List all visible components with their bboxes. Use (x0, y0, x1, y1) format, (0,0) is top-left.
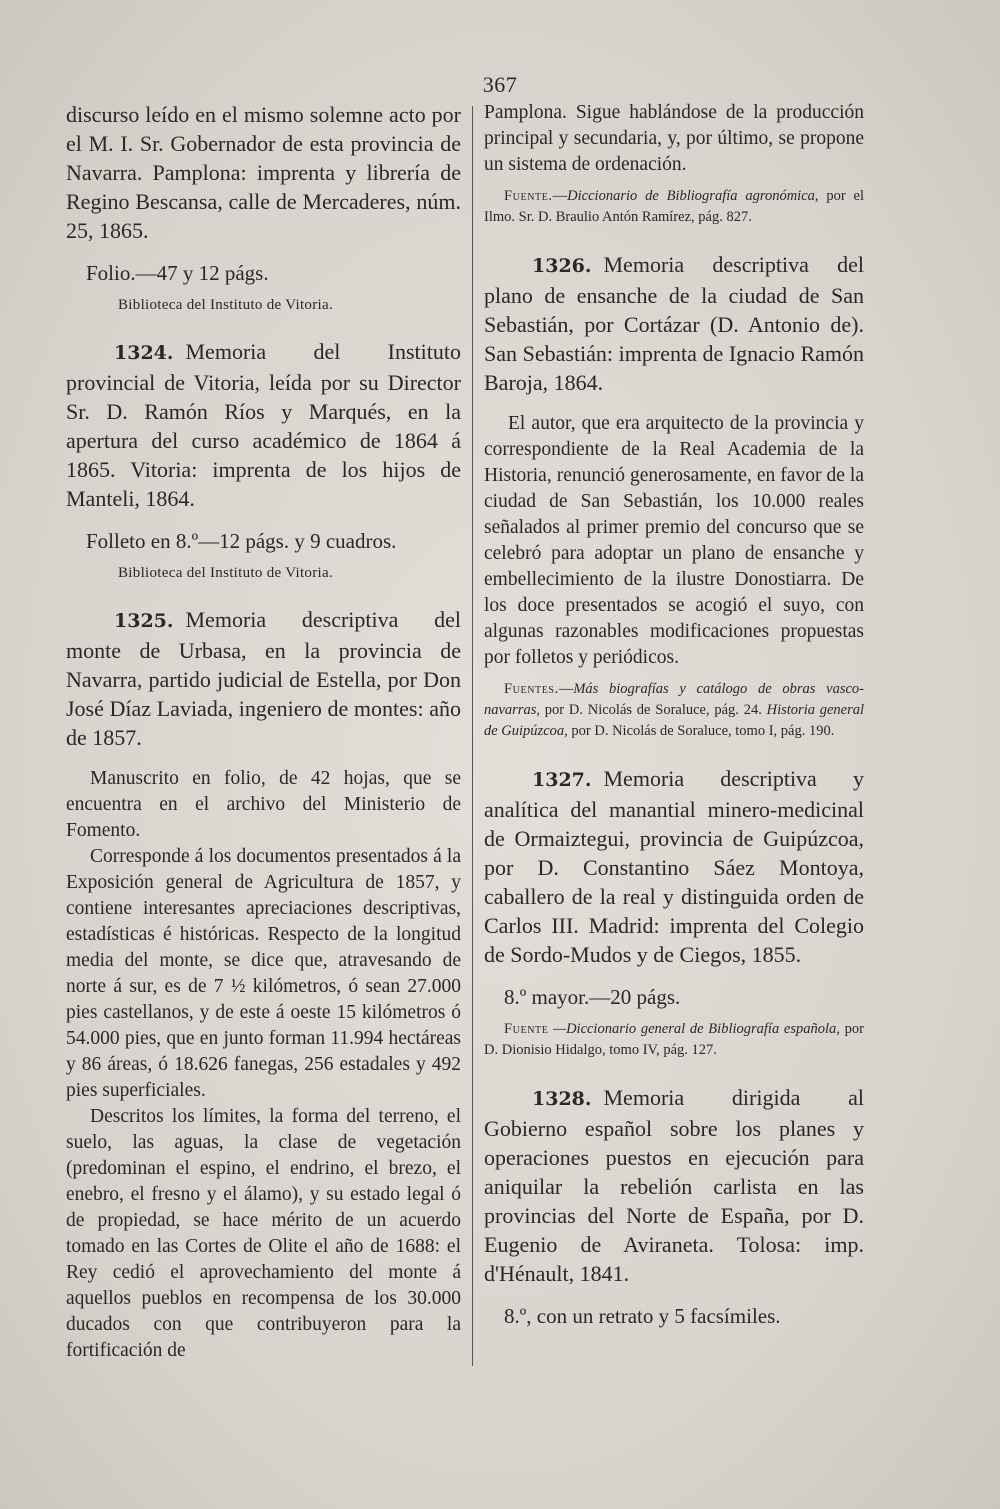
entry-1325-note-3: Descritos los límites, la forma del terreno, el suelo, las aguas, la clase de vegetación (predominan el espino, el endrino, el brezo, el enebro, el fresno y el álamo), y su estado legal ó de propiedad, se hace mérito de un acuerdo tomado en las Cortes de Olite el año de 1688: el Rey cedió el aprovechamiento del monte á aquellos pueblos en recompensa de los 30.000 ducados con que contribuyeron para la fortificación de (66, 1106, 461, 1361)
entry-1325 (66, 605, 461, 1364)
carry-over-text: discurso leído en el mismo solemne acto por el M. I. Sr. Gobernador de esta provincia de Navarra. Pamplona: imprenta y librería de Regino Bescansa, calle de Mercaderes, núm. 25, 1865. (66, 102, 461, 243)
source-title: Historia general de Guipúzcoa, (484, 702, 865, 739)
left-column (66, 100, 461, 1364)
entry-1327 (484, 764, 864, 1061)
source-label: Fuentes. (504, 681, 559, 697)
entry-1325-title (66, 605, 461, 752)
right-column (484, 100, 864, 1330)
entry-1327-text: Memoria descriptiva y analítica del manantial minero-medicinal de Ormaiztegui, provincia de Guipúzcoa, por D. Constantino Sáez Montoya, caballero de la real y distinguida orden de Carlos III. Madrid: imprenta del Colegio de Sordo-Mudos y de Ciegos, 1855. (484, 766, 864, 967)
entry-1326 (484, 250, 864, 742)
source-rest: por D. Dionisio Hidalgo, tomo IV, pág. 127. (484, 1021, 864, 1058)
entry-1325-text: Memoria descriptiva del monte de Urbasa, en la provincia de Navarra, partido judicial de Estella, por Don José Díaz Laviada, ingeniero de montes: año de 1857. (66, 607, 461, 750)
entry-1324-text: Memoria del Instituto provincial de Vitoria, leída por su Director Sr. D. Ramón Ríos y Marqués, en la apertura del curso académico de 1864 á 1865. Vitoria: imprenta de los hijos de Manteli, 1864. (66, 339, 461, 511)
carry-over-format: Folio.—47 y 12 págs. (86, 261, 269, 285)
source-rest: por D. Nicolás de Soraluce, pág. 24. (544, 702, 762, 718)
entry-1324-number: 1324. (114, 342, 174, 364)
page-number: 367 (482, 72, 518, 97)
source-label: Fuente. (504, 188, 553, 204)
source-rest: por D. Nicolás de Soraluce, tomo I, pág. 190. (571, 723, 835, 739)
source-title: —Diccionario general de Bibliografía española, (553, 1021, 840, 1037)
entry-1328-title (484, 1083, 864, 1288)
entry-1328-format: 8.º, con un retrato y 5 facsímiles. (504, 1304, 781, 1328)
entry-1324-format: Folleto en 8.º—12 págs. y 9 cuadros. (86, 529, 397, 553)
entry-1325-note-1: Manuscrito en folio, de 42 hojas, que se encuentra en el archivo del Ministerio de Fomento. (66, 768, 461, 841)
entry-1327-source (484, 1019, 864, 1061)
entry-1327-title (484, 764, 864, 969)
source-title: Diccionario de Bibliografía agronómica, (567, 188, 819, 204)
entry-1324-library: Biblioteca del Instituto de Vitoria. (118, 565, 333, 581)
entry-1328-number: 1328. (532, 1088, 592, 1110)
entry-1325-note-2: Corresponde á los documentos presentados á la Exposición general de Agricultura de 1857, y contiene interesantes apreciaciones descriptivas, estadísticas é históricas. Respecto de la longitud media del monte, se dice que, atravesando de norte á sur, es de 7 ½ kilómetros, ó sean 27.000 pies castellanos, y de este á oeste 15 kilómetros ó 54.000 pies, que en junto forman 11.994 hectáreas y 86 áreas, ó 18.626 fanegas, 256 estadales y 492 pies superficiales. (66, 846, 461, 1101)
carry-over-text-right: Pamplona. Sigue hablándose de la producción principal y secundaria, y, por último, se propone un sistema de ordenación. (484, 102, 864, 175)
entry-1326-number: 1326. (532, 255, 592, 277)
entry-1325-number: 1325. (114, 610, 174, 632)
source-label: Fuente (504, 1021, 549, 1037)
entry-1328 (484, 1083, 864, 1330)
source-title: Más biografías y catálogo de obras vasco-navarras, (484, 681, 864, 718)
entry-1328-text: Memoria dirigida al Gobierno español sobre los planes y operaciones puestos en ejecución para aniquilar la rebelión carlista en las provincias del Norte de España, por D. Eugenio de Aviraneta. Tolosa: imp. d'Hénault, 1841. (484, 1085, 864, 1286)
entry-1327-number: 1327. (532, 769, 592, 791)
entry-1326-title (484, 250, 864, 397)
carry-over-library: Biblioteca del Instituto de Vitoria. (118, 297, 333, 313)
entry-1326-note: El autor, que era arquitecto de la provincia y correspondiente de la Real Academia de la Historia, renunció generosamente, en favor de la ciudad de San Sebastián, los 10.000 reales señalados al primer premio del concurso que se celebró para adoptar un plano de ensanche y embellecimiento de la ilustre Donostiarra. De los doce presentados se acogió el suyo, con algunas razonables modificaciones propuestas por folletos y periódicos. (484, 413, 864, 668)
column-divider (472, 106, 473, 1366)
entry-1324 (66, 337, 461, 583)
source-rest: por el Ilmo. Sr. D. Braulio Antón Ramírez, pág. 827. (484, 188, 864, 225)
entry-1326-sources: Fuentes.—Más biografías y catálogo de obras vasco-navarras, por D. Nicolás de Soraluce, pág. 24. Historia general de Guipúzcoa, por D. Nicolás de Soraluce, tomo I, pág. 190. (484, 681, 865, 739)
carry-over-source: Fuente.—Diccionario de Bibliografía agronómica, por el Ilmo. Sr. D. Braulio Antón Ramírez, pág. 827. (484, 188, 864, 225)
entry-1327-format: 8.º mayor.—20 págs. (504, 985, 681, 1009)
entry-1324-title (66, 337, 461, 513)
entry-1326-text: Memoria descriptiva del plano de ensanche de la ciudad de San Sebastián, por Cortázar (D. Antonio de). San Sebastián: imprenta de Ignacio Ramón Baroja, 1864. (484, 252, 864, 395)
